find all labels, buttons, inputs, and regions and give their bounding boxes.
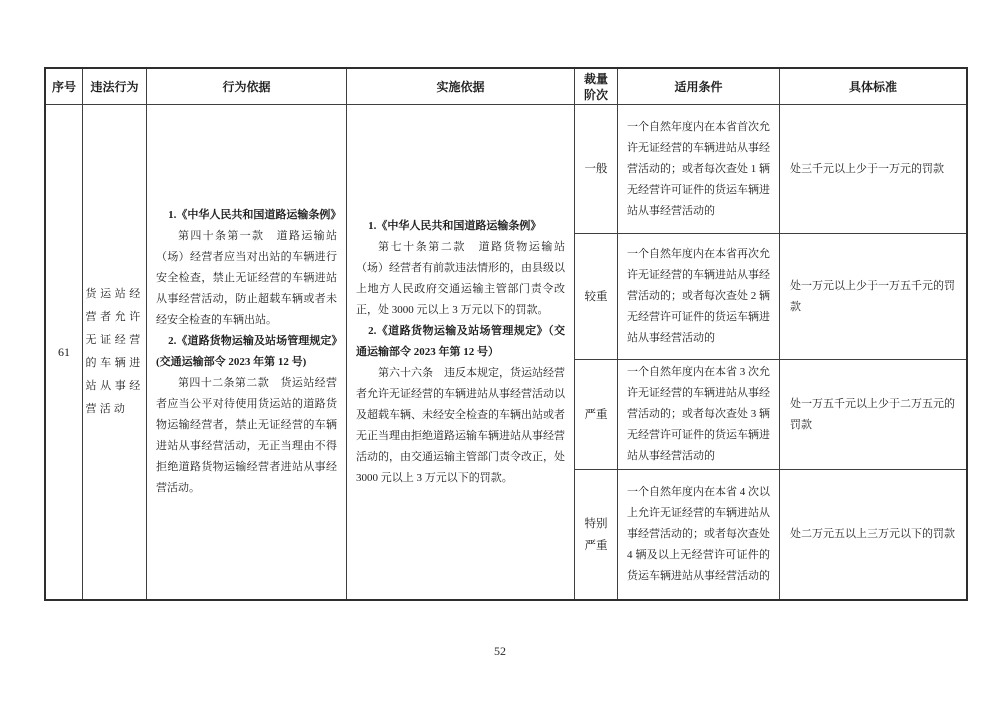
tier-level-heavier: 较重 [575, 234, 618, 360]
implementation-basis-clause-1: 第七十条第二款 道路货物运输站（场）经营者有前款违法情形的，由县级以上地方人民政府交通运输主管部门责令改正，处 3000 元以上 3 万元以下的罚款。 [356, 240, 565, 316]
penalty-discretion-table [44, 67, 968, 601]
header-specific-standard: 具体标准 [780, 69, 966, 105]
cell-implementation-basis [347, 105, 575, 599]
behavior-basis-clause-2: 第四十二条第二款 货运站经营者应当公平对待使用货运站的道路货物运输经营者，禁止无证经营的车辆进站从事经营活动，无正当理由不得拒绝道路货物运输经营者进站从事经营活动。 [156, 377, 337, 494]
tier-condition-heavier: 一个自然年度内在本省再次允许无证经营的车辆进站从事经营活动的；或者每次查处 2 辆无经营许可证件的货运车辆进站从事经营活动的 [618, 234, 780, 360]
behavior-basis-law-2: 2.《道路货物运输及站场管理规定》(交通运输部令 2023 年第 12 号) [156, 335, 337, 368]
behavior-basis-law-1: 1.《中华人民共和国道路运输条例》 [168, 209, 342, 221]
behavior-basis-clause-1: 第四十条第一款 道路运输站（场）经营者应当对出站的车辆进行安全检查，禁止无证经营的车辆进站从事经营活动，防止超载车辆或者未经安全检查的车辆出站。 [156, 230, 337, 326]
implementation-basis-law-2: 2.《道路货物运输及站场管理规定》（交通运输部令 2023 年第 12 号） [356, 324, 565, 358]
implementation-basis-clause-2: 第六十六条 违反本规定，货运站经营者允许无证经营的车辆进站从事经营活动以及超载车辆、未经安全检查的车辆出站或者无正当理由拒绝道路运输车辆进站从事经营活动的，由交通运输主管部门责令改正，处 3000 元以上 3 万元以下的罚款。 [356, 366, 565, 484]
violation-text: 货运站经营者允许无证经营的车辆进站从事经营活动 [85, 288, 144, 415]
header-seq: 序号 [46, 69, 83, 105]
tier-standard-heavier: 处一万元以上少于一万五千元的罚款 [780, 234, 966, 360]
tier-level-serious: 严重 [575, 360, 618, 470]
tier-standard-general: 处三千元以上少于一万元的罚款 [780, 105, 966, 234]
header-implementation-basis: 实施依据 [347, 69, 575, 105]
tier-condition-especially-serious: 一个自然年度内在本省 4 次以上允许无证经营的车辆进站从事经营活动的；或者每次查处 4 辆及以上无经营许可证件的货运车辆进站从事经营活动的 [618, 470, 780, 599]
tier-level-especially-serious: 特别严重 [575, 470, 618, 599]
cell-violation [83, 105, 147, 599]
header-behavior-basis: 行为依据 [147, 69, 347, 105]
tier-level-general: 一般 [575, 105, 618, 234]
tier-condition-serious: 一个自然年度内在本省 3 次允许无证经营的车辆进站从事经营活动的；或者每次查处 3 辆无经营许可证件的货运车辆进站从事经营活动的 [618, 360, 780, 470]
tier-standard-serious: 处一万五千元以上少于二万五元的罚款 [780, 360, 966, 470]
header-discretion-tier: 裁量阶次 [575, 69, 618, 105]
cell-behavior-basis [147, 105, 347, 599]
page-number: 52 [494, 644, 506, 658]
seq-number-text: 61 [58, 344, 70, 359]
implementation-basis-law-1: 1.《中华人民共和国道路运输条例》 [368, 219, 542, 232]
cell-seq-number [46, 105, 83, 599]
header-applicable-conditions: 适用条件 [618, 69, 780, 105]
tier-condition-general: 一个自然年度内在本省首次允许无证经营的车辆进站从事经营活动的；或者每次查处 1 辆无经营许可证件的货运车辆进站从事经营活动的 [618, 105, 780, 234]
tier-standard-especially-serious: 处二万元五以上三万元以下的罚款 [790, 528, 955, 540]
header-violation: 违法行为 [83, 69, 147, 105]
